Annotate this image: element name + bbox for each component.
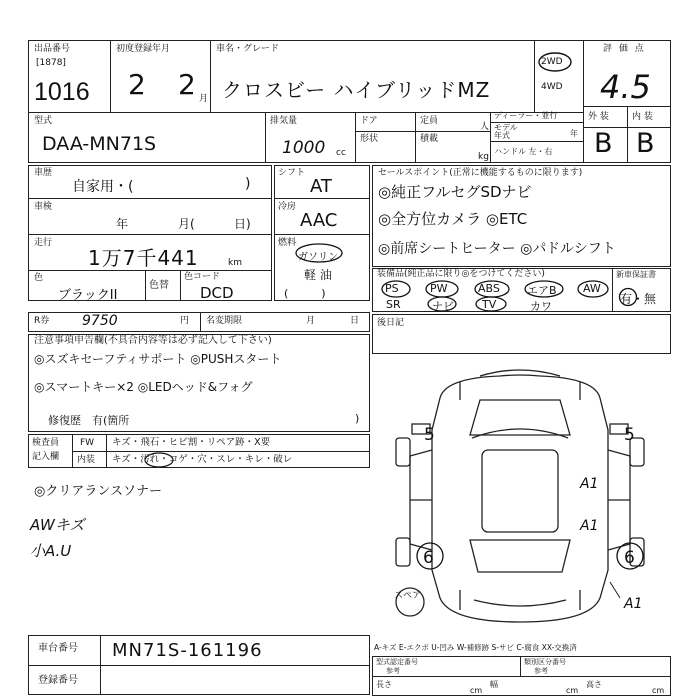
load-unit: kg bbox=[478, 152, 489, 162]
selling-point-line: ◎純正フルセグSDナビ bbox=[378, 183, 532, 201]
recycle-value: 9750 bbox=[82, 313, 118, 329]
cert-ref: 参考 bbox=[386, 667, 400, 675]
recycle-unit: 円 bbox=[180, 316, 190, 326]
type-value: DAA-MN71S bbox=[42, 133, 157, 155]
height-label: 高さ bbox=[586, 680, 602, 689]
after-note-frame bbox=[372, 314, 671, 354]
first-reg-year: 2 bbox=[128, 68, 146, 101]
equip-airbag: エアB bbox=[527, 284, 557, 297]
damage-legend: A-キズ E-エクボ U-凹み W-補修跡 S-サビ C-腐食 XX-交換済 bbox=[374, 643, 577, 652]
equip-leather: カワ bbox=[530, 300, 552, 313]
model-name: クロスビー ハイブリッドMZ bbox=[222, 78, 491, 102]
load-label: 積載 bbox=[420, 134, 439, 144]
fuel-gasoline-circle bbox=[293, 241, 347, 265]
aircon-value: AAC bbox=[300, 210, 338, 231]
recycle-label: R券 bbox=[34, 316, 50, 326]
lot-sub: [1878] bbox=[36, 58, 66, 68]
equip-aw: AW bbox=[583, 282, 601, 295]
class-ref: 参考 bbox=[534, 667, 548, 675]
notes-line: ◎スマートキー×2 ◎LEDヘッド&フォグ bbox=[34, 380, 253, 394]
fuel-diesel: 軽 油 bbox=[304, 268, 332, 282]
drive-4wd: 4WD bbox=[541, 82, 563, 92]
inspection-year: 年 bbox=[116, 217, 129, 231]
damage-mark: A1 bbox=[580, 476, 599, 492]
warranty-circle bbox=[617, 287, 639, 307]
registration-label: 登録番号 bbox=[38, 675, 78, 686]
lot-label: 出品番号 bbox=[34, 44, 71, 54]
score-label: 評 価 点 bbox=[603, 44, 646, 54]
equipment-label: 装備品(純正品に限り◎をつけてください) bbox=[377, 269, 545, 279]
equip-tv: TV bbox=[482, 298, 497, 311]
color-label: 色 bbox=[34, 273, 44, 283]
warranty-options: 有・無 bbox=[620, 292, 657, 306]
shift-value: AT bbox=[310, 176, 332, 197]
class-label: 類別区分番号 bbox=[524, 658, 566, 666]
fuel-gasoline: ガソリン bbox=[298, 252, 338, 263]
displacement-unit: cc bbox=[336, 148, 346, 158]
lot-number: 1016 bbox=[34, 78, 90, 106]
handwritten-note: 小A.U bbox=[30, 542, 72, 560]
handwritten-note: AWキズ bbox=[30, 516, 85, 534]
handle-label: ハンドル 左・右 bbox=[494, 147, 553, 156]
color-code-label: 色コード bbox=[184, 272, 221, 282]
first-reg-month: 2 bbox=[178, 68, 196, 101]
equip-pw: PW bbox=[430, 282, 448, 295]
width-unit: cm bbox=[566, 686, 579, 695]
drive-2wd-circle bbox=[536, 50, 576, 74]
damage-mark: 5 bbox=[624, 425, 635, 445]
exterior-grade: B bbox=[594, 128, 613, 159]
history-value: 自家用・( bbox=[72, 179, 134, 195]
displacement-label: 排気量 bbox=[270, 116, 298, 126]
inspection-month: 月( bbox=[178, 217, 195, 231]
chassis-value: MN71S-161196 bbox=[112, 640, 263, 661]
first-reg-month-unit: 月 bbox=[199, 94, 209, 104]
fuel-label: 燃料 bbox=[278, 238, 297, 248]
name-change-month: 月 bbox=[306, 316, 316, 326]
model-name-label: 車名・グレード bbox=[216, 44, 280, 54]
mileage-value: 1万7千441 bbox=[88, 246, 199, 270]
color-code-value: DCD bbox=[200, 284, 234, 302]
name-change-label: 名変期限 bbox=[206, 316, 243, 326]
notes-line: ◎スズキセーフティサポート ◎PUSHスタート bbox=[34, 352, 282, 366]
damage-mark: 5 bbox=[424, 425, 435, 445]
notes-label: 注意事項申告欄(不具合内容等は必ず記入して下さい) bbox=[34, 335, 272, 346]
length-unit: cm bbox=[470, 686, 483, 695]
interior-label: 内 装 bbox=[632, 112, 653, 122]
door-label: ドア bbox=[360, 116, 378, 126]
handwritten-note: ◎クリアランスソナー bbox=[34, 484, 162, 499]
repair-history-label: 修復歴 有(箇所 bbox=[48, 414, 130, 427]
aircon-label: 冷房 bbox=[278, 202, 297, 212]
after-note-label: 後日記 bbox=[377, 318, 405, 328]
inspector-label-2: 記入欄 bbox=[32, 452, 60, 462]
damage-mark: 6 bbox=[624, 548, 635, 568]
history-label: 車歴 bbox=[34, 168, 53, 178]
selling-point-line: ◎全方位カメラ ◎ETC bbox=[378, 210, 528, 228]
equipment-circles bbox=[374, 276, 610, 312]
auction-sheet: 出品番号 [1878] 1016 初度登録年月 2 2 月 車名・グレード クロスビー ハイブリッドMZ 2WD 4WD 評 価 点 4.5 型式 DAA-MN71S 排気量 1000 cc ドア 形状 定員 人 積載 kg ディーラー・並行 モデル 年式 年 ハンドル 左・右 外 装 内 装 B B 車歴 自家用・( ) 車検 年 月( 日) 走行 1万7千441 km 色 ブラックII 色替 色コード DCD シフト AT 冷房 AAC 燃料 ガソリン 軽 油 ( ) セールスポイント(正常に機能するものに限ります) ◎純正フルセグSDナビ ◎全方位カメラ ◎ETC ◎前席シートヒーター ◎パドルシフト 装備品(純正品に限り◎をつけてください) 新車保証書 有・無 PS PW ABS エアB AW SR ナビ TV カワ R券 9750 円 名変期限 月 日 注意事項申告欄(不具合内容等は必ず記入して下さい) ◎スズキセーフティサポート ◎PUSHスタート ◎スマートキー×2 ◎LEDヘッド&フォグ 修復歴 有(箇所 ) 後日記 検査員 記入欄 FW キズ・飛石・ヒビ割・リペア跡・X要 内装 キズ・汚れ・コゲ・穴・スレ・キレ・破レ ◎クリアランスソナー AWキズ 小A.U 5 5 A1 A1 6 6 A1 スペア 車台番号 MN71S-161196 登録番号 A-キズ E-エクボ U-凹み W-補修跡 S-サビ C-腐食 XX-交換済 型式認定番号 参考 類別区分番号 参考 長さ cm 幅 cm 高さ cm bbox=[0, 0, 700, 700]
displacement-value: 1000 bbox=[282, 138, 326, 158]
model-year-label: モデル 年式 bbox=[494, 123, 518, 140]
score-value: 4.5 bbox=[600, 68, 651, 106]
type-label: 型式 bbox=[34, 116, 53, 126]
dirt-circle bbox=[140, 451, 180, 469]
damage-mark: A1 bbox=[580, 518, 599, 534]
equip-abs: ABS bbox=[478, 282, 500, 295]
history-close: ) bbox=[245, 176, 251, 192]
model-year-unit: 年 bbox=[570, 129, 578, 138]
first-reg-label: 初度登録年月 bbox=[116, 44, 171, 54]
interior-check-label: 内装 bbox=[77, 455, 96, 465]
drive-2wd: 2WD bbox=[541, 57, 563, 67]
height-unit: cm bbox=[652, 686, 665, 695]
damage-mark: A1 bbox=[624, 596, 643, 612]
interior-grade: B bbox=[636, 128, 655, 159]
width-label: 幅 bbox=[490, 680, 498, 689]
fuel-other: ( ) bbox=[284, 287, 326, 300]
cert-label: 型式認定番号 bbox=[376, 658, 418, 666]
warranty-label: 新車保証書 bbox=[616, 270, 656, 279]
exterior-label: 外 装 bbox=[588, 112, 609, 122]
inspection-day: 日) bbox=[234, 217, 251, 231]
equip-navi: ナビ bbox=[432, 300, 454, 313]
inspector-label: 検査員 bbox=[32, 438, 60, 448]
shift-label: シフト bbox=[278, 168, 306, 178]
mileage-label: 走行 bbox=[34, 238, 53, 248]
capacity-label: 定員 bbox=[420, 116, 439, 126]
chassis-label: 車台番号 bbox=[38, 643, 78, 654]
mileage-unit: km bbox=[228, 258, 242, 268]
dealer-label: ディーラー・並行 bbox=[494, 111, 558, 120]
color-value: ブラックII bbox=[58, 288, 118, 303]
length-label: 長さ bbox=[376, 680, 392, 689]
interior-items: キズ・汚れ・コゲ・穴・スレ・キレ・破レ bbox=[112, 454, 293, 465]
spare-label: スペア bbox=[394, 591, 422, 601]
damage-mark: 6 bbox=[423, 548, 434, 568]
recycle-frame bbox=[28, 312, 370, 332]
name-change-day: 日 bbox=[350, 316, 360, 326]
capacity-unit: 人 bbox=[480, 122, 490, 132]
fw-items: キズ・飛石・ヒビ割・リペア跡・X要 bbox=[112, 437, 271, 448]
fw-label: FW bbox=[80, 438, 95, 448]
equip-sr: SR bbox=[386, 298, 401, 311]
selling-points-label: セールスポイント(正常に機能するものに限ります) bbox=[378, 168, 583, 178]
inspection-label: 車検 bbox=[34, 202, 53, 212]
selling-point-line: ◎前席シートヒーター ◎パドルシフト bbox=[378, 241, 616, 257]
car-damage-diagram bbox=[380, 360, 670, 630]
shape-label: 形状 bbox=[360, 134, 379, 144]
equip-ps: PS bbox=[385, 282, 399, 295]
repaint-label: 色替 bbox=[149, 280, 169, 291]
